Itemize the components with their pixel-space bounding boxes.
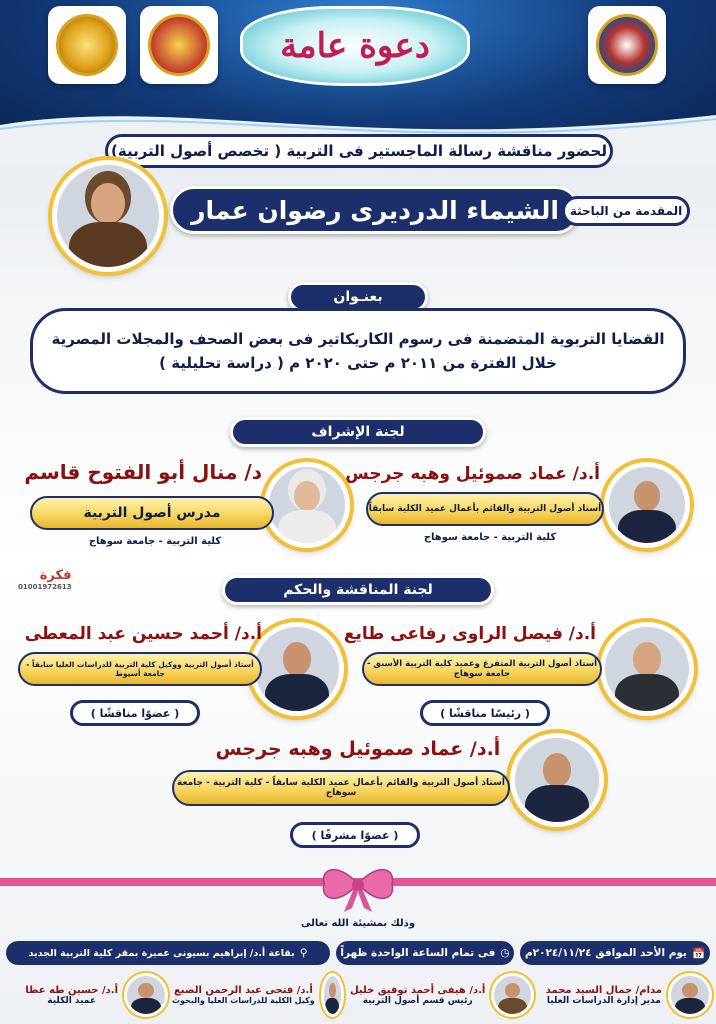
footer-person-3-photo	[321, 973, 344, 1017]
thesis-title-line1: القضايا التربوية المتضمنة فى رسوم الكاريكاتير فى بعض الصحف والمجلات المصرية	[51, 330, 665, 348]
god-willing-text: وذلك بمشيئة الله تعالى	[300, 918, 416, 929]
candidate-label: المقدمة من الباحثة	[562, 196, 690, 226]
committee1-role: ( رئيسًا مناقشًا )	[420, 700, 550, 726]
university-logo-left	[48, 6, 126, 84]
thesis-title-box	[30, 308, 686, 394]
footer-person-3-title: وكيل الكلية للدراسات العليا والبحوث	[172, 996, 315, 1005]
footer-person-4-title: عميد الكلية	[47, 995, 96, 1006]
supervisor2-title: مدرس أصول التربية	[30, 496, 274, 530]
candidate-photo	[52, 160, 164, 272]
footer-person-2-photo	[491, 973, 534, 1017]
footer-person-4-name: أ.د/ حسين طه عطا	[25, 984, 118, 996]
clock-icon: ◷	[500, 947, 510, 959]
committee2-title: أستاذ أصول التربية ووكيل كلية التربية للدراسات العليا سابقاً - جامعة أسيوط	[18, 652, 262, 686]
date-pill	[520, 941, 710, 965]
supervisor1-affiliation: كلية التربية - جامعة سوهاج	[423, 532, 557, 543]
watermark-phone: 01001972613	[18, 583, 72, 591]
event-place: بقاعة أ.د/ إبراهيم بسيونى عميرة بمقر كلية التربية الجديد	[28, 947, 295, 959]
committee1-name: أ.د/ فيصل الراوى رفاعى طايع	[343, 624, 596, 644]
event-time: فى تمام الساعة الواحدة ظهراً	[340, 947, 496, 959]
committee1-photo	[600, 622, 694, 716]
calendar-icon: 📅	[691, 947, 706, 960]
footer-person-4-photo	[124, 973, 168, 1017]
footer-person-2	[350, 970, 534, 1020]
supervisor2-affiliation: كلية التربية - جامعة سوهاج	[88, 536, 222, 547]
university-logo-right	[588, 6, 666, 84]
watermark-brand: فكرة	[39, 568, 72, 583]
supervisor1-title: أستاذ أصول التربية والقائم بأعمال عميد الكلية سابقاً	[366, 492, 604, 526]
footer-person-1	[540, 970, 712, 1020]
invitation-subtitle: لحضور مناقشة رسالة الماجستير فى التربية ( تخصص أصول التربية)	[105, 134, 613, 168]
place-pill	[6, 941, 330, 965]
bow-decoration	[318, 858, 398, 914]
footer-person-1-title: مدير إدارة الدراسات العليا	[546, 995, 661, 1006]
watermark-logo	[18, 568, 72, 591]
committee2-role: ( عضوًا مناقشًا )	[70, 700, 200, 726]
footer-person-4	[8, 970, 168, 1020]
thesis-heading: بعنـوان	[288, 282, 428, 312]
footer-person-3	[172, 970, 344, 1020]
committee3-photo	[510, 733, 604, 827]
footer-person-2-title: رئيس قسم أصول التربية	[362, 995, 473, 1006]
footer-person-1-photo	[668, 973, 712, 1017]
committee3-role: ( عضوًا مشرفًا )	[290, 822, 420, 848]
committee2-name: أ.د/ أحمد حسين عبد المعطى	[24, 624, 262, 644]
event-date: يوم الأحد الموافق ٢٠٢٤/١١/٢٤م	[524, 947, 687, 959]
supervisor2-name: د/ منال أبو الفتوح قاسم	[24, 460, 262, 484]
time-pill	[336, 941, 514, 965]
invitation-badge: دعوة عامة	[240, 6, 470, 86]
footer-person-1-name: مدام/ جمال السيد محمد	[545, 984, 662, 996]
footer-person-3-name: أ.د/ فتحى عبد الرحمن الضبع	[173, 985, 313, 996]
supervisor1-name: أ.د/ عماد صموئيل وهبه جرجس	[345, 464, 600, 484]
footer-person-2-name: أ.د/ هيفى أحمد توفيق خليل	[350, 984, 486, 996]
supervision-heading: لجنة الإشراف	[230, 417, 486, 447]
supervisor1-photo	[604, 462, 690, 548]
committee3-title: أستاذ أصول التربية والقائم بأعمال عميد الكلية سابقاً - كلية التربية - جامعة سوهاج	[172, 770, 510, 806]
committee3-name: أ.د/ عماد صموئيل وهبه جرجس	[215, 738, 501, 760]
supervisor2-photo	[264, 462, 350, 548]
committee1-title: أستاذ أصول التربية المتفرغ وعميد كلية التربية الأسبق - جامعة سوهاج	[362, 652, 602, 686]
thesis-title-line2: خلال الفترة من ٢٠١١ م حتى ٢٠٢٠ م ( دراسة تحليلية )	[159, 354, 557, 372]
faculty-logo	[140, 6, 218, 84]
committee-heading: لجنة المناقشة والحكم	[222, 575, 494, 605]
committee2-photo	[250, 622, 344, 716]
location-pin-icon: ⚲	[299, 947, 308, 959]
candidate-name: الشيماء الدرديرى رضوان عمار	[170, 186, 580, 234]
